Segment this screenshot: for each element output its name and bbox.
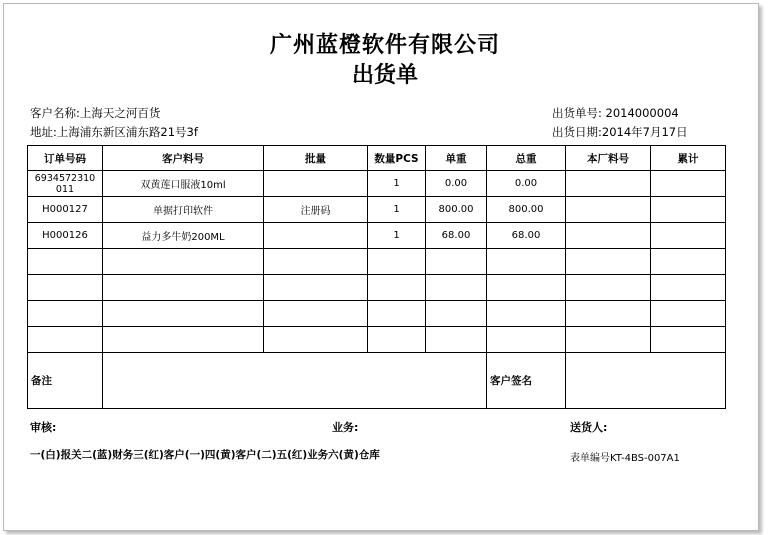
cell-quantity: 1 — [368, 197, 426, 223]
cell-unit-weight: 0.00 — [426, 171, 487, 197]
cell-factory-part — [566, 171, 651, 197]
col-batch: 批量 — [264, 146, 368, 171]
col-cumulative: 累计 — [651, 146, 726, 171]
shipment-number: 出货单号: 2014000004 — [552, 106, 679, 120]
cell-empty — [264, 275, 368, 301]
cell-empty — [651, 301, 726, 327]
cell-unit-weight: 800.00 — [426, 197, 487, 223]
cell-empty — [651, 249, 726, 275]
table-row — [28, 171, 726, 197]
cell-empty — [426, 275, 487, 301]
auditor-label: 审核: — [30, 421, 57, 434]
cell-customer-part: 双黄莲口服液10ml — [103, 171, 264, 197]
cell-empty — [28, 301, 103, 327]
cell-batch — [264, 171, 368, 197]
cell-empty — [487, 249, 566, 275]
cell-empty — [487, 275, 566, 301]
table-row — [28, 197, 726, 223]
cell-batch — [264, 223, 368, 249]
cell-empty — [487, 327, 566, 353]
customer-address: 地址:上海浦东新区浦东路21号3f — [30, 125, 198, 139]
customer-sign-field — [566, 353, 726, 409]
col-order-no: 订单号码 — [28, 146, 103, 171]
shipment-table — [27, 145, 726, 409]
cell-empty — [28, 275, 103, 301]
cell-batch: 注册码 — [264, 197, 368, 223]
col-unit-weight: 单重 — [426, 146, 487, 171]
cell-empty — [566, 301, 651, 327]
copy-distribution: 一(白)报关二(蓝)财务三(红)客户(一)四(黄)客户(二)五(红)业务六(黄)仓库 — [30, 449, 380, 461]
cell-empty — [368, 275, 426, 301]
cell-quantity: 1 — [368, 171, 426, 197]
cell-cumulative — [651, 171, 726, 197]
table-row — [28, 275, 726, 301]
company-title: 广州蓝橙软件有限公司 — [269, 32, 500, 58]
cell-empty — [264, 249, 368, 275]
cell-empty — [426, 301, 487, 327]
cell-customer-part: 益力多牛奶200ML — [103, 223, 264, 249]
document-title: 出货单 — [351, 62, 418, 88]
cell-empty — [103, 301, 264, 327]
cell-empty — [264, 301, 368, 327]
remarks-label: 备注 — [28, 353, 103, 409]
table-row — [28, 249, 726, 275]
col-total-weight: 总重 — [487, 146, 566, 171]
cell-order-no: 6934572310 011 — [28, 171, 103, 197]
cell-empty — [368, 249, 426, 275]
cell-empty — [103, 275, 264, 301]
col-customer-part: 客户料号 — [103, 146, 264, 171]
cell-cumulative — [651, 197, 726, 223]
cell-quantity: 1 — [368, 223, 426, 249]
remarks-row — [28, 353, 726, 409]
form-code: 表单编号KT-4BS-007A1 — [570, 453, 680, 464]
table-row — [28, 223, 726, 249]
delivery-label: 送货人: — [570, 421, 608, 434]
col-quantity: 数量PCS — [368, 146, 426, 171]
cell-empty — [651, 275, 726, 301]
cell-unit-weight: 68.00 — [426, 223, 487, 249]
shipment-date: 出货日期:2014年7月17日 — [552, 125, 688, 139]
cell-empty — [103, 327, 264, 353]
cell-empty — [28, 327, 103, 353]
cell-cumulative — [651, 223, 726, 249]
cell-empty — [368, 327, 426, 353]
cell-order-no: H000127 — [28, 197, 103, 223]
cell-customer-part: 单据打印软件 — [103, 197, 264, 223]
customer-name: 客户名称:上海天之河百货 — [30, 106, 161, 120]
cell-empty — [426, 327, 487, 353]
cell-total-weight: 68.00 — [487, 223, 566, 249]
business-label: 业务: — [332, 421, 359, 434]
cell-empty — [103, 249, 264, 275]
cell-empty — [368, 301, 426, 327]
cell-empty — [651, 327, 726, 353]
table-row — [28, 327, 726, 353]
remarks-field — [103, 353, 487, 409]
cell-factory-part — [566, 223, 651, 249]
cell-factory-part — [566, 197, 651, 223]
cell-empty — [426, 249, 487, 275]
cell-empty — [566, 249, 651, 275]
cell-order-no: H000126 — [28, 223, 103, 249]
table-row — [28, 301, 726, 327]
cell-empty — [487, 301, 566, 327]
customer-sign-label: 客户签名 — [487, 353, 566, 409]
cell-total-weight: 0.00 — [487, 171, 566, 197]
cell-total-weight: 800.00 — [487, 197, 566, 223]
cell-empty — [28, 249, 103, 275]
cell-empty — [264, 327, 368, 353]
table-header-row — [28, 146, 726, 171]
col-factory-part: 本厂料号 — [566, 146, 651, 171]
cell-empty — [566, 275, 651, 301]
cell-empty — [566, 327, 651, 353]
